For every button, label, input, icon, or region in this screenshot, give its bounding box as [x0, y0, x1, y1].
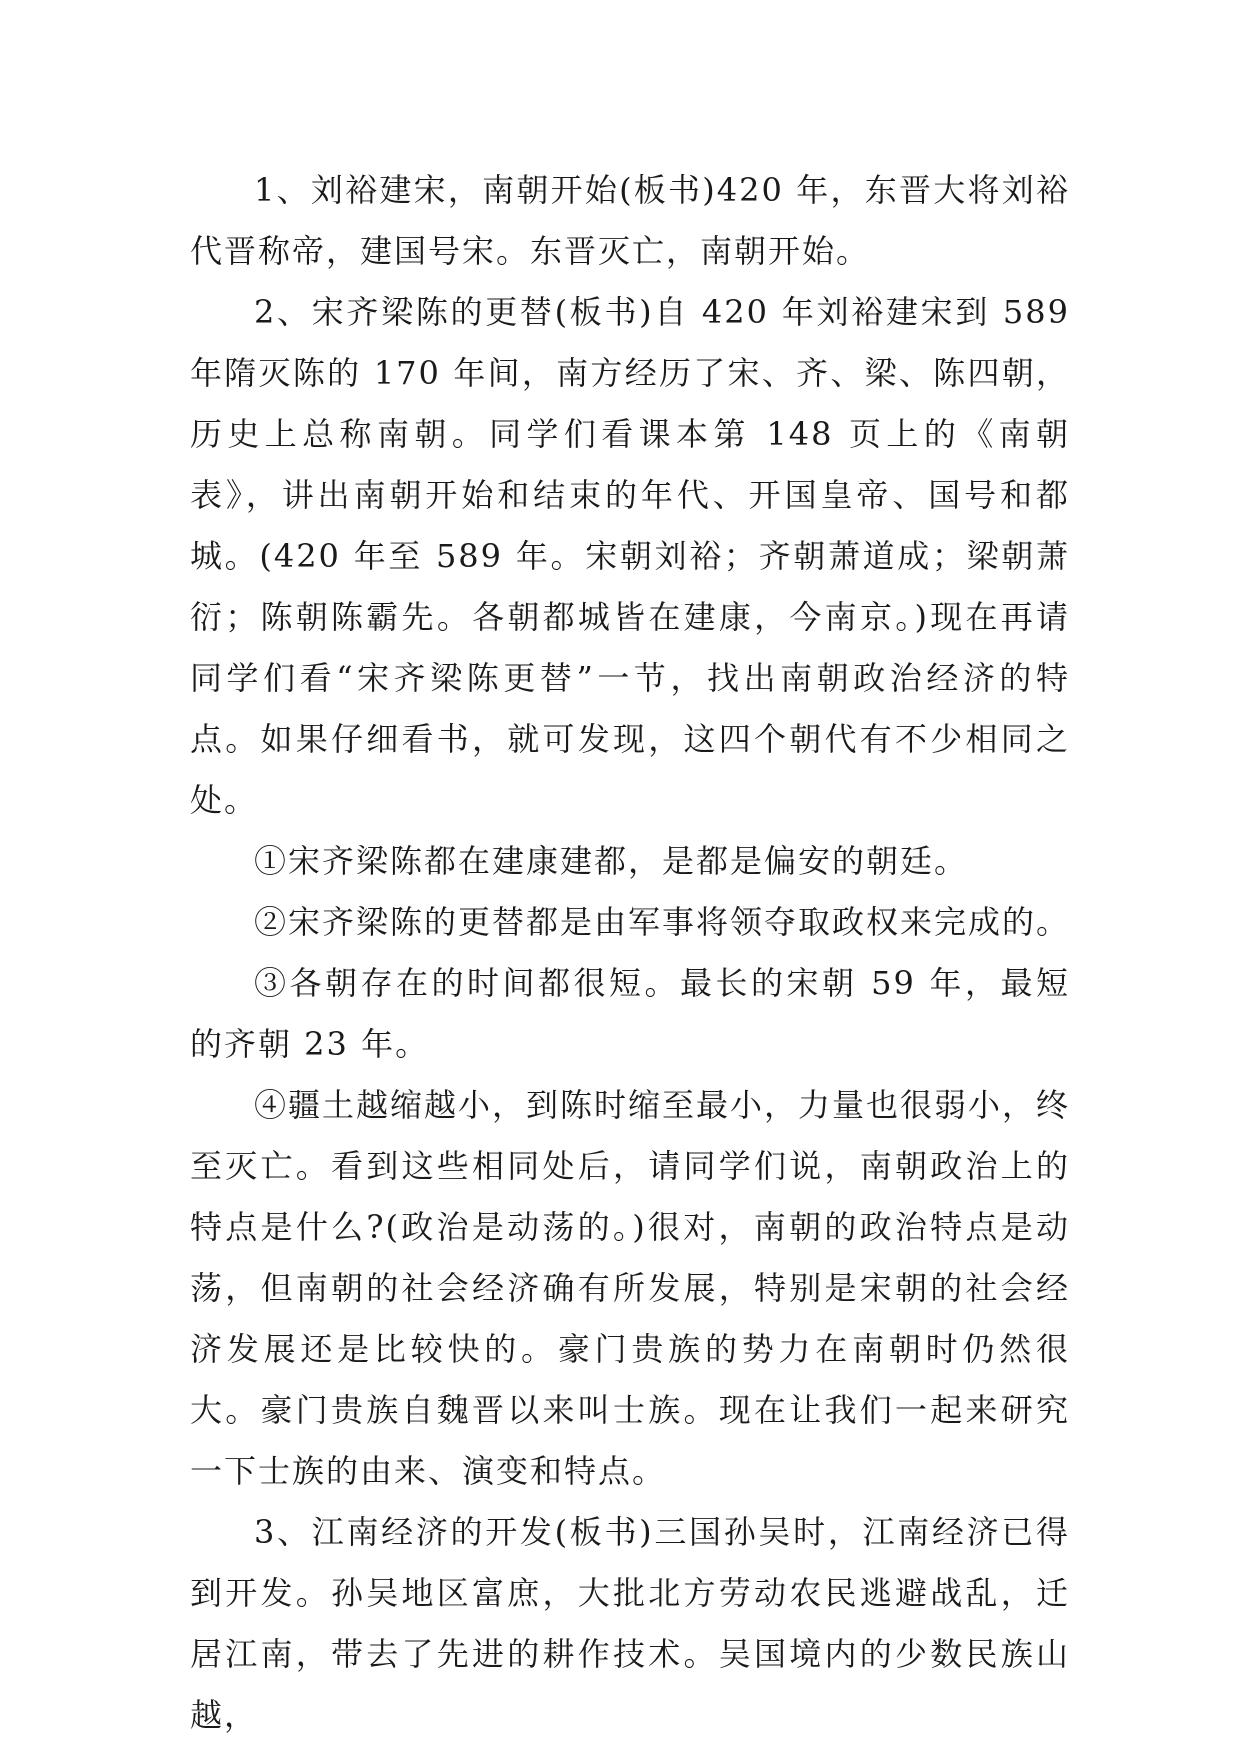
- document-body: [190, 160, 1070, 1746]
- list-item-military-takeover: ②宋齐梁陈的更替都是由军事将领夺取政权来完成的。: [254, 903, 1071, 941]
- paragraph-jiangnan-economy: 3、江南经济的开发(板书)三国孙吴时，江南经济已得到开发。孙吴地区富庶，大批北方劳动农民逃避战乱，迁居江南，带去了先进的耕作技术。吴国境内的少数民族山越，: [190, 1513, 1070, 1734]
- paragraph-dynasty-succession: 2、宋齐梁陈的更替(板书)自 420 年刘裕建宋到 589 年隋灭陈的 170 年间，南方经历了宋、齐、梁、陈四朝，历史上总称南朝。同学们看课本第 148 页上的《南朝表》，讲出南朝开始和结束的年代、开国皇帝、国号和都城。(420 年至 589 年。宋朝刘裕；齐朝萧道成；梁朝萧衍；陈朝陈霸先。各朝都城皆在建康，今南京。)现在再请同学们看“宋齐梁陈更替”一节，找出南朝政治经济的特点。如果仔细看书，就可发现，这四个朝代有不少相同之处。: [190, 293, 1070, 819]
- paragraph-liu-yu-founds-song: 1、刘裕建宋，南朝开始(板书)420 年，东晋大将刘裕代晋称帝，建国号宋。东晋灭亡，南朝开始。: [190, 171, 1070, 270]
- list-item-capital: ①宋齐梁陈都在建康建都，是都是偏安的朝廷。: [254, 842, 969, 880]
- list-item-shrinking-territory: ④疆土越缩越小，到陈时缩至最小，力量也很弱小，终至灭亡。看到这些相同处后，请同学们说，南朝政治上的特点是什么?(政治是动荡的。)很对，南朝的政治特点是动荡，但南朝的社会经济确有所发展，特别是宋朝的社会经济发展还是比较快的。豪门贵族的势力在南朝时仍然很大。豪门贵族自魏晋以来叫士族。现在让我们一起来研究一下士族的由来、演变和特点。: [190, 1086, 1071, 1490]
- list-item-short-duration: ③各朝存在的时间都很短。最长的宋朝 59 年，最短的齐朝 23 年。: [190, 964, 1070, 1063]
